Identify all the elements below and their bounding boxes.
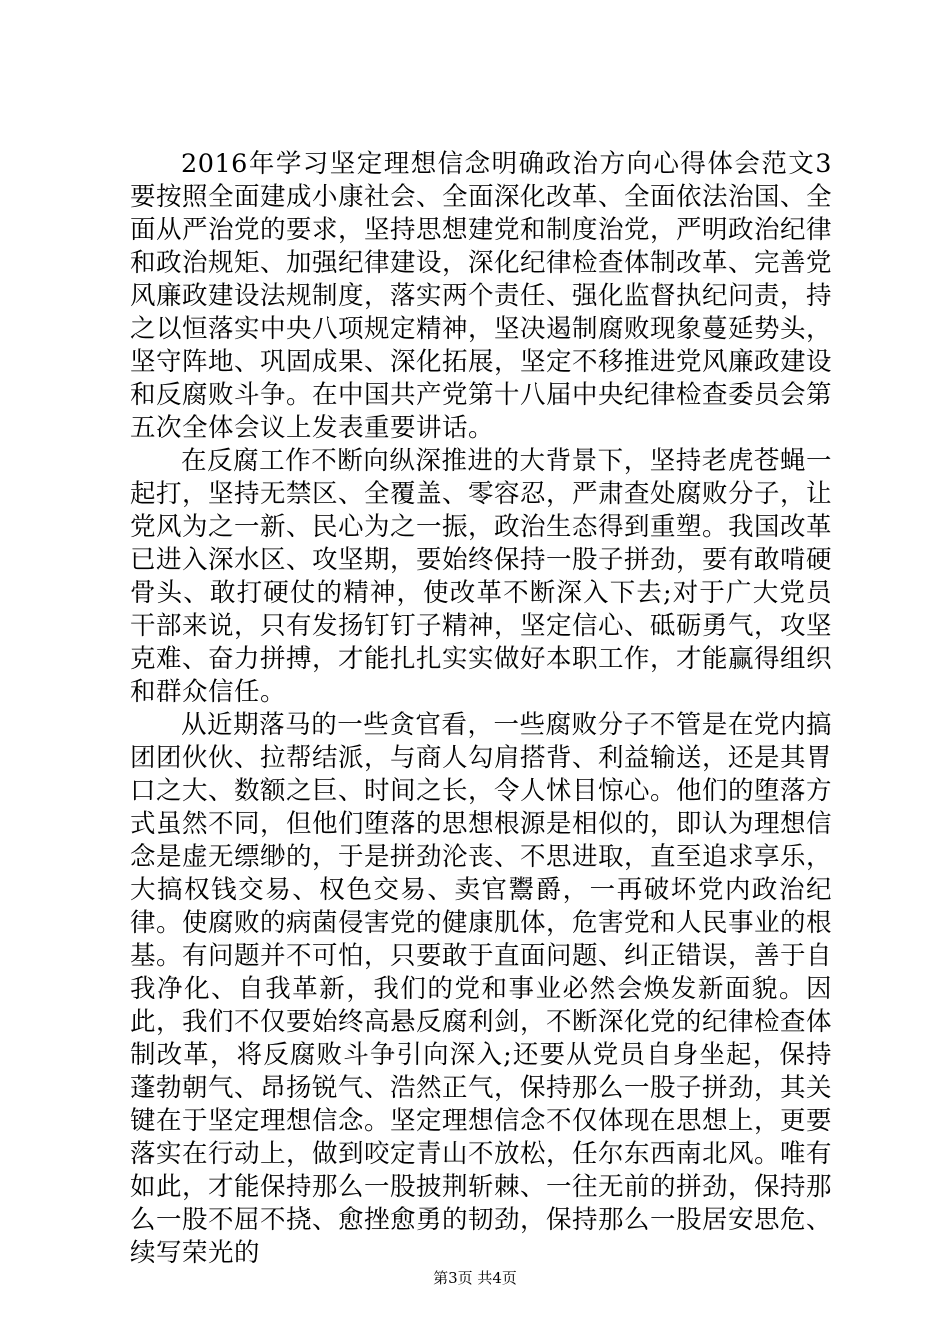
paragraph-1: 2016年学习坚定理想信念明确政治方向心得体会范文3要按照全面建成小康社会、全面深化改革、全面依法治国、全面从严治党的要求，坚持思想建党和制度治党，严明政治纪律和政治规矩、加强纪律建设，深化纪律检查体制改革、完善党风廉政建设法规制度，落实两个责任、强化监督执纪问责，持之以恒落实中央八项规定精神，坚决遏制腐败现象蔓延势头，坚守阵地、巩固成果、深化拓展，坚定不移推进党风廉政建设和反腐败斗争。在中国共产党第十八届中央纪律检查委员会第五次全体会议上发表重要讲话。 bbox=[130, 149, 833, 443]
page-footer bbox=[0, 1268, 950, 1288]
document-body bbox=[130, 148, 832, 1270]
page-number-label: 第3页 共4页 bbox=[433, 1269, 517, 1287]
paragraph-3: 从近期落马的一些贪官看，一些腐败分子不管是在党内搞团团伙伙、拉帮结派，与商人勾肩搭背、利益输送，还是其胃口之大、数额之巨、时间之长，令人怵目惊心。他们的堕落方式虽然不同，但他们堕落的思想根源是相似的，即认为理想信念是虚无缥缈的，于是拼劲沦丧、不思进取，直至追求享乐，大搞权钱交易、权色交易、卖官鬻爵，一再破坏党内政治纪律。使腐败的病菌侵害党的健康肌体，危害党和人民事业的根基。有问题并不可怕，只要敢于直面问题、纠正错误，善于自我净化、自我革新，我们的党和事业必然会焕发新面貌。因此，我们不仅要始终高悬反腐利剑，不断深化党的纪律检查体制改革，将反腐败斗争引向深入;还要从党员自身坐起，保持蓬勃朝气、昂扬锐气、浩然正气，保持那么一股子拼劲，其关键在于坚定理想信念。坚定理想信念不仅体现在思想上，更要落实在行动上，做到咬定青山不放松，任尔东西南北风。唯有如此，才能保持那么一股披荆斩棘、一往无前的拼劲，保持那么一股不屈不挠、愈挫愈勇的韧劲，保持那么一股居安思危、续写荣光的 bbox=[130, 710, 833, 1268]
paragraph-2: 在反腐工作不断向纵深推进的大背景下，坚持老虎苍蝇一起打，坚持无禁区、全覆盖、零容忍，严肃查处腐败分子，让党风为之一新、民心为之一振，政治生态得到重塑。我国改革已进入深水区、攻坚期，要始终保持一股子拼劲，要有敢啃硬骨头、敢打硬仗的精神，使改革不断深入下去;对于广大党员干部来说，只有发扬钉钉子精神，坚定信心、砥砺勇气，攻坚克难、奋力拼搏，才能扎扎实实做好本职工作，才能赢得组织和群众信任。 bbox=[130, 446, 833, 707]
